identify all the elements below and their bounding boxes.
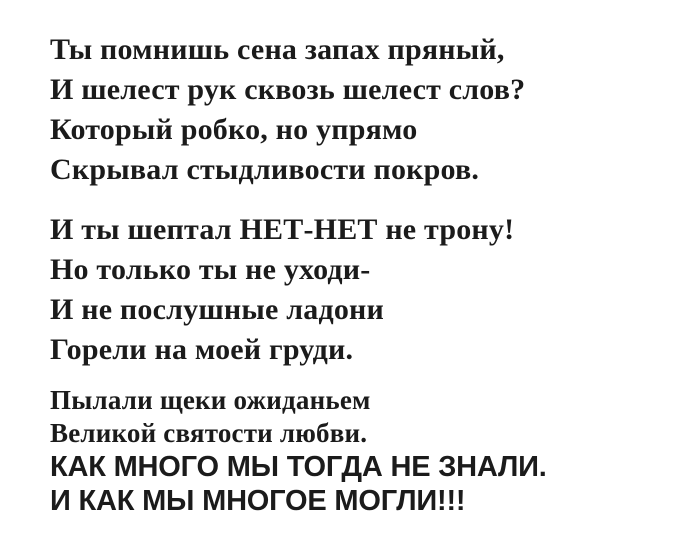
poem-line: Великой святости любви. [50,418,368,448]
poem-line: Ты помнишь сена запах пряный, [50,33,505,66]
poem-line: И ты шептал НЕТ-НЕТ не трону! [50,213,515,246]
poem-line: Скрывал стыдливости покров. [50,153,480,186]
poem-stanza [50,384,660,518]
poem-line: Пылали щеки ожиданьем [50,385,371,415]
poem-line: И не послушные ладони [50,293,384,326]
poem-line: Горели на моей груди. [50,333,354,366]
poem-line: Который робко, но упрямо [50,113,418,146]
poem-stanza [50,210,660,370]
poem-line-emphasis: И КАК МЫ МНОГОЕ МОГЛИ!!! [50,485,466,517]
poem-line: И шелест рук сквозь шелест слов? [50,73,526,106]
poem-line: Но только ты не уходи- [50,253,371,286]
poem-line-emphasis: КАК МНОГО МЫ ТОГДА НЕ ЗНАЛИ. [50,451,547,483]
poem-stanza [50,30,660,190]
